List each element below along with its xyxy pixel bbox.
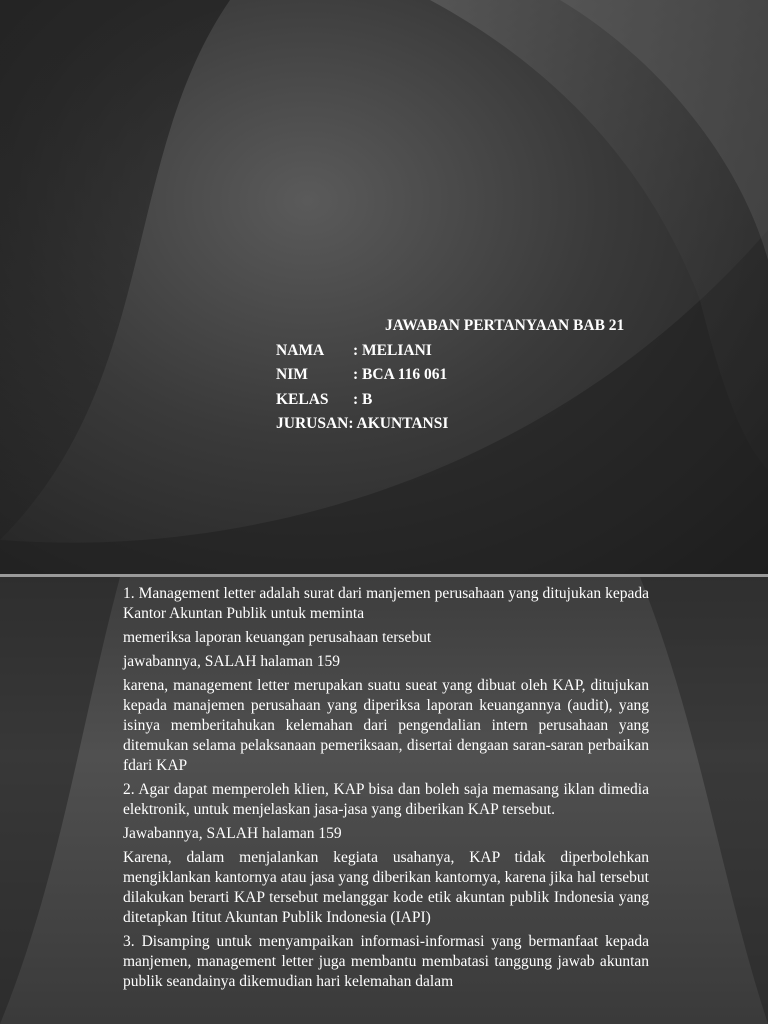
paragraph: karena, management letter merupakan suatu sueat yang dibuat oleh KAP, ditujukan kepada manajemen perusahaan yang diperiksa laporan keuangannya (audit), yang isinya memberitahukan kelemahan dari pengendalian intern perusahaan yang ditemukan selama pelaksanaan pemeriksaan, disertai dengaan saran-saran perbaikan fdari KAP	[123, 677, 649, 774]
paragraph: Jawabannya, SALAH halaman 159	[123, 825, 342, 842]
paragraph: memeriksa laporan keuangan perusahaan tersebut	[123, 629, 432, 646]
field-label: NAMA	[276, 341, 325, 359]
paragraph: 3. Disamping untuk menyampaikan informasi-informasi yang bermanfaat kepada manjemen, management letter juga membantu membatasi tanggung jawab akuntan publik seandainya dikemudian hari kelemahan dalam	[123, 933, 649, 990]
field-kelas	[276, 388, 624, 413]
paragraph: 2. Agar dapat memperoleh klien, KAP bisa dan boleh saja memasang iklan dimedia elektronik, untuk menjelaskan jasa-jasa yang diberikan KAP tersebut.	[123, 781, 649, 818]
field-jurusan	[276, 412, 624, 437]
field-nim	[276, 363, 624, 388]
field-label: NIM	[276, 366, 308, 383]
title-block	[276, 314, 624, 437]
paragraph: jawabannya, SALAH halaman 159	[123, 653, 340, 670]
field-value: : MELIANI	[353, 341, 432, 359]
body-text	[123, 584, 649, 996]
paragraph: Karena, dalam menjalankan kegiata usahanya, KAP tidak diperbolehkan mengiklankan kantornya atau jasa yang diberikan kantornya, karena jika hal tersebut dilakukan berarti KAP tersebut melanggar kode etik akuntan publik Indonesia yang ditetapkan Ititut Akuntan Publik Indonesia (IAPI)	[123, 849, 649, 926]
field-label: KELAS	[276, 390, 329, 408]
field-value: : BCA 116 061	[353, 366, 448, 383]
field-value: : AKUNTANSI	[348, 415, 449, 432]
field-nama	[276, 339, 624, 364]
slide-title: JAWABAN PERTANYAAN BAB 21	[385, 317, 625, 334]
field-value: : B	[353, 390, 373, 408]
field-label: JURUSAN	[276, 415, 349, 432]
paragraph: 1. Management letter adalah surat dari manjemen perusahaan yang ditujukan kepada Kantor Akuntan Publik untuk meminta	[123, 585, 649, 622]
